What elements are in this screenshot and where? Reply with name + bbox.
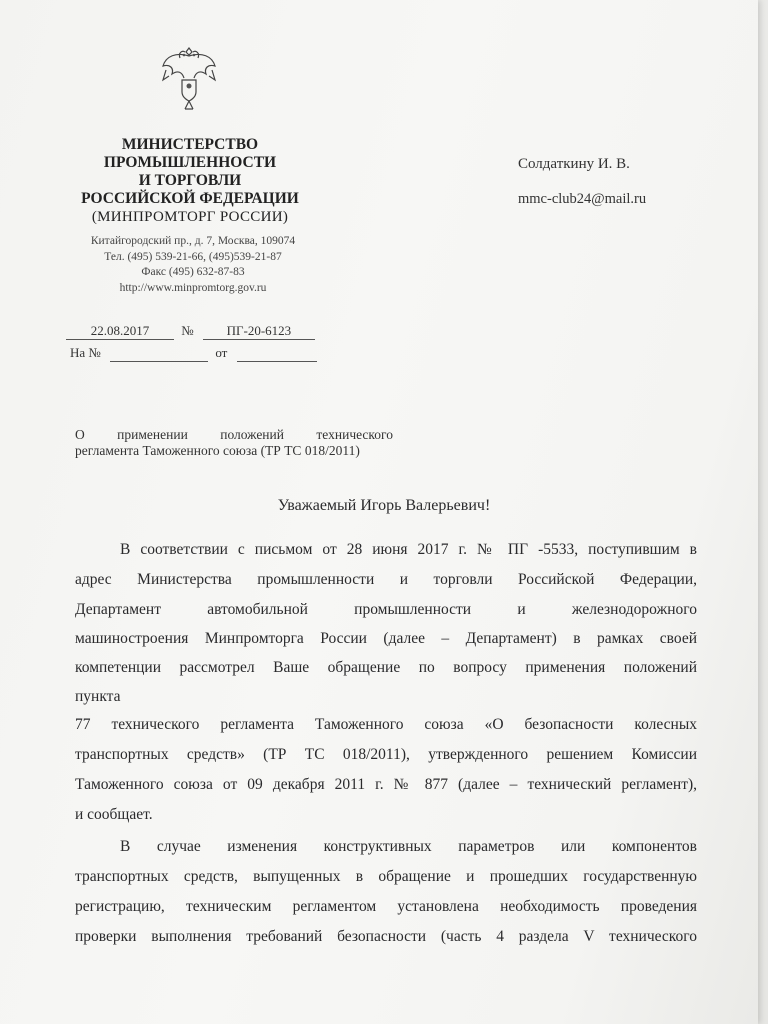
org-line: РОССИЙСКОЙ ФЕДЕРАЦИИ xyxy=(81,190,299,207)
body-line: 77 технического регламента Таможенного союза «О безопасности колесных xyxy=(75,716,697,733)
body-line: транспортных средств» (ТР ТС 018/2011), утвержденного решением Комиссии xyxy=(75,746,697,763)
number-sign: № xyxy=(181,323,194,338)
body-line: адрес Министерства промышленности и торговли Российской Федерации, xyxy=(75,571,697,588)
sender-website: http://www.minpromtorg.gov.ru xyxy=(119,281,267,294)
body-line: и сообщает. xyxy=(75,806,153,823)
subject-line: О применении положений технического xyxy=(75,427,393,442)
body-line: В соответствии с письмом от 28 июня 2017 г. № ПГ -5533, поступившим в xyxy=(120,541,697,558)
sender-phone: Тел. (495) 539-21-66, (495)539-21-87 xyxy=(104,250,282,263)
sender-address: Китайгородский пр., д. 7, Москва, 109074 xyxy=(90,235,296,247)
coat-of-arms-emblem xyxy=(158,42,220,114)
body-line: транспортных средств, выпущенных в обращение и прошедших государственную xyxy=(75,868,697,885)
body-line: Таможенного союза от 09 декабря 2011 г. № 877 (далее – технический регламент), xyxy=(75,776,697,793)
org-line: И ТОРГОВЛИ xyxy=(138,172,242,189)
sender-fax: Факс (495) 632-87-83 xyxy=(141,266,245,278)
greeting: Уважаемый Игорь Валерьевич! xyxy=(277,497,491,514)
reference-date-field xyxy=(237,345,317,362)
body-line: компетенции рассмотрел Ваше обращение по вопросу применения положений xyxy=(75,659,697,676)
org-abbreviation: (МИНПРОМТОРГ РОССИИ) xyxy=(91,209,289,225)
body-line: регистрацию, техническим регламентом установлена необходимость проведения xyxy=(75,898,697,915)
sender-organization xyxy=(60,136,320,226)
reference-from: от xyxy=(215,345,228,360)
registration-date: 22.08.2017 xyxy=(66,323,174,340)
registration-line xyxy=(66,323,315,340)
body-line: проверки выполнения требований безопасности (часть 4 раздела V технического xyxy=(75,928,697,945)
org-line: МИНИСТЕРСТВО xyxy=(121,136,259,153)
body-line: Департамент автомобильной промышленности и железнодорожного xyxy=(75,601,697,618)
sender-contacts xyxy=(58,234,328,296)
addressee-name: Солдаткину И. В. xyxy=(518,156,630,172)
addressee-email: mmc-club24@mail.ru xyxy=(518,191,647,207)
body-line: В случае изменения конструктивных параметров или компонентов xyxy=(120,838,697,855)
org-line: ПРОМЫШЛЕННОСТИ xyxy=(103,154,277,171)
body-line: машиностроения Минпромторга России (далее – Департамент) в рамках своей xyxy=(75,630,697,647)
reference-number-field xyxy=(110,345,208,362)
registration-number: ПГ-20-6123 xyxy=(203,323,315,340)
body-line: пункта xyxy=(75,688,121,705)
subject-line: регламента Таможенного союза (ТР ТС 018/2011) xyxy=(75,443,360,458)
reference-line xyxy=(70,345,317,362)
letter-subject xyxy=(75,427,393,459)
addressee-block xyxy=(518,156,646,208)
reference-prefix: На № xyxy=(70,345,101,360)
